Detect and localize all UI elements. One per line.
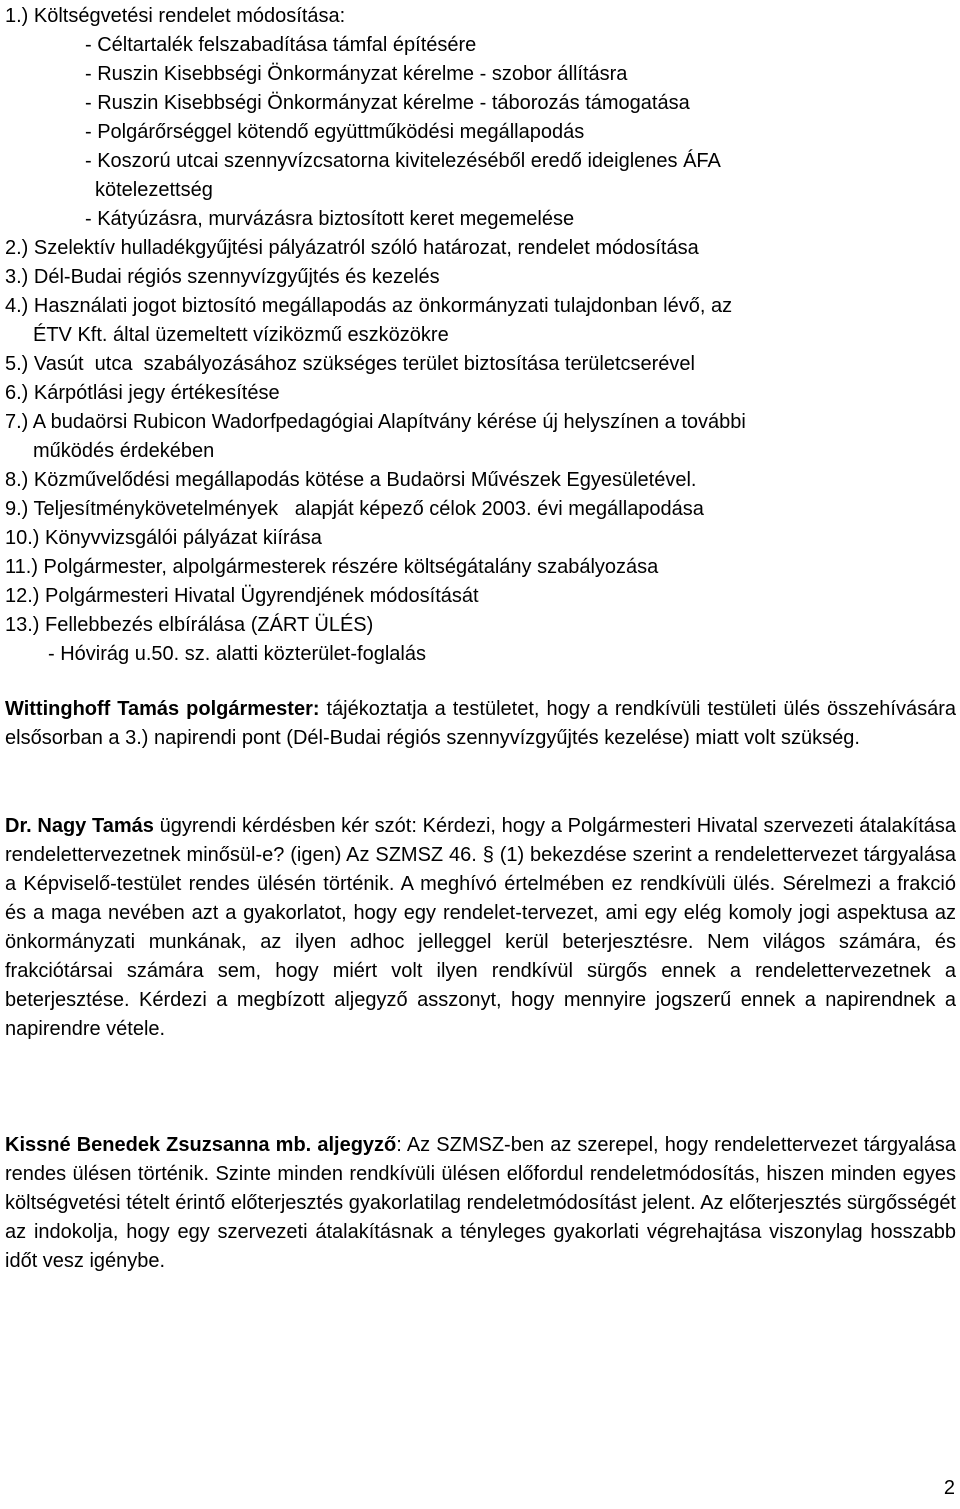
agenda-subitem: - Ruszin Kisebbségi Önkormányzat kérelme - szobor állításra xyxy=(85,63,628,85)
agenda-subitem: - Hóvirág u.50. sz. alatti közterület-foglalás xyxy=(48,643,426,665)
agenda-item-3: 3.) Dél-Budai régiós szennyvízgyűjtés és kezelés xyxy=(5,266,440,288)
agenda-item-5: 5.) Vasút utca szabályozásához szükséges terület biztosítása területcserével xyxy=(5,353,695,375)
paragraph-dr-nagy xyxy=(5,812,956,1044)
agenda-subitem: - Koszorú utcai szennyvízcsatorna kivitelezéséből eredő ideiglenes ÁFA xyxy=(85,150,721,172)
agenda-item-13: 13.) Fellebbezés elbírálása (ZÁRT ÜLÉS) xyxy=(5,614,374,636)
paragraph-text: : Az SZMSZ-ben az szerepel, hogy rendelettervezet tárgyalása rendes ülésen történik. Szinte minden rendkívüli ülésen előfordul rendeletmódosítás, hiszen minden egyes költségvetési tételt érintő előterjesztés gyakorlatilag rendeletmódosítást jelent. Az előterjesztés sürgősségét az indokolja, hogy egy szervezeti átalakításnak a tényleges gyakorlati végrehajtása viszonylag hosszabb időt vesz igénybe. xyxy=(5,1134,956,1272)
agenda-item-4: 4.) Használati jogot biztosító megállapodás az önkormányzati tulajdonban lévő, az xyxy=(5,295,733,317)
agenda-subitem: - Polgárőrséggel kötendő együttműködési megállapodás xyxy=(85,121,585,143)
agenda-list xyxy=(5,2,955,669)
speaker-name: Wittinghoff Tamás polgármester: xyxy=(5,698,320,720)
agenda-item-7: 7.) A budaörsi Rubicon Wadorfpedagógiai Alapítvány kérése új helyszínen a további xyxy=(5,411,746,433)
agenda-item-11: 11.) Polgármester, alpolgármesterek részére költségátalány szabályozása xyxy=(5,556,659,578)
agenda-item-8: 8.) Közművelődési megállapodás kötése a Budaörsi Művészek Egyesületével. xyxy=(5,469,697,491)
agenda-item-9: 9.) Teljesítménykövetelmények alapját képező célok 2003. évi megállapodása xyxy=(5,498,704,520)
agenda-item-7-continuation: működés érdekében xyxy=(33,440,215,462)
agenda-item-2: 2.) Szelektív hulladékgyűjtési pályázatról szóló határozat, rendelet módosítása xyxy=(5,237,699,259)
agenda-item-1: 1.) Költségvetési rendelet módosítása: xyxy=(5,5,346,27)
paragraph-mayor xyxy=(5,695,956,753)
agenda-subitem-continuation: kötelezettség xyxy=(95,179,213,201)
speaker-name: Kissné Benedek Zsuzsanna mb. aljegyző xyxy=(5,1134,397,1156)
agenda-item-10: 10.) Könyvvizsgálói pályázat kiírása xyxy=(5,527,322,549)
speaker-name: Dr. Nagy Tamás xyxy=(5,815,154,837)
agenda-item-4-continuation: ÉTV Kft. által üzemeltett víziközmű eszközökre xyxy=(33,324,449,346)
agenda-subitem: - Céltartalék felszabadítása támfal építésére xyxy=(85,34,477,56)
paragraph-text: tájékoztatja a testületet, hogy a rendkívüli testületi ülés összehívására elsősorban a 3.) napirendi pont (Dél-Budai régiós szennyvízgyűjtés kezelése) miatt volt szükség. xyxy=(5,698,956,749)
agenda-subitem: - Ruszin Kisebbségi Önkormányzat kérelme - táborozás támogatása xyxy=(85,92,690,114)
paragraph-text: ügyrendi kérdésben kér szót: Kérdezi, hogy a Polgármesteri Hivatal szervezeti átalakítása rendelettervezetnek minősül-e? (igen) Az SZMSZ 46. § (1) bekezdése szerint a rendelettervezet tárgyalása a Képviselő-testület rendes ülésén történik. A meghívó értelmében ez rendkívüli ülés. Sérelmezi a frakció és a maga nevében azt a gyakorlatot, hogy egy rendelet-tervezet, ami egy elég komoly jogi aspektusa az önkormányzati munkának, az ilyen adhoc jelleggel kerül beterjesztésre. Nem világos számára, és frakciótársai számára sem, hogy miért volt ilyen rendkívül sürgős ennek a rendelettervezetnek a beterjesztése. Kérdezi a megbízott aljegyző asszonyt, hogy mennyire jogszerű ennek a napirendnek a napirendre vétele. xyxy=(5,815,957,1040)
agenda-item-6: 6.) Kárpótlási jegy értékesítése xyxy=(5,382,280,404)
agenda-item-12: 12.) Polgármesteri Hivatal Ügyrendjének módosítását xyxy=(5,585,479,607)
page-number: 2 xyxy=(943,1477,955,1499)
agenda-subitem: - Kátyúzásra, murvázásra biztosított keret megemelése xyxy=(85,208,575,230)
paragraph-kissne xyxy=(5,1131,956,1276)
